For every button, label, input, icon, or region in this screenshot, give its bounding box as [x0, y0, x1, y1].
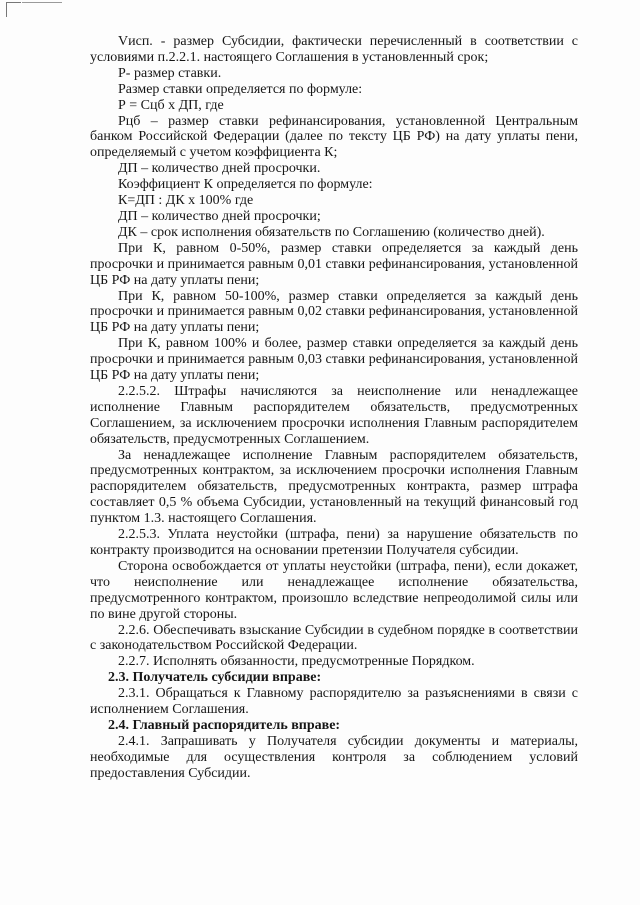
heading-2-4: 2.4. Главный распорядитель вправе:	[108, 717, 341, 733]
paragraph-rate-formula: Р = Сцб х ДП, где	[118, 97, 224, 113]
paragraph-force-majeure: Сторона освобождается от уплаты неустойки (штрафа, пени), если докажет, что неисполнение или ненадлежащее исполнение обязательства, предусмотренного контрактом, произошло вследствие непреодолимой силы или по вине другой стороны.	[90, 558, 578, 622]
paragraph-dp-definition: ДП – количество дней просрочки;	[118, 208, 321, 224]
paragraph-k-0-50: При К, равном 0-50%, размер ставки определяется за каждый день просрочки и принимается равным 0,01 ставки рефинансирования, установленной ЦБ РФ на дату уплаты пени;	[90, 240, 578, 288]
paragraph-k-50-100: При К, равном 50-100%, размер ставки определяется за каждый день просрочки и принимается равным 0,02 ставки рефинансирования, установленной ЦБ РФ на дату уплаты пени;	[90, 288, 578, 336]
paragraph-visp-definition: Vисп. - размер Субсидии, фактически перечисленный в соответствии с условиями п.2.2.1. настоящего Соглашения в установленный срок;	[90, 34, 578, 65]
paragraph-days-overdue: ДП – количество дней просрочки.	[118, 161, 321, 177]
paragraph-2-2-6: 2.2.6. Обеспечивать взыскание Субсидии в судебном порядке в соответствии с законодательством Российской Федерации.	[90, 622, 578, 654]
heading-2-3: 2.3. Получатель субсидии вправе:	[108, 670, 322, 686]
paragraph-k-100-plus: При К, равном 100% и более, размер ставки определяется за каждый день просрочки и принимается равным 0,03 ставки рефинансирования, установленной ЦБ РФ на дату уплаты пени;	[90, 336, 578, 384]
paragraph-coefficient-intro: Коэффициент К определяется по формуле:	[118, 177, 373, 193]
paragraph-coefficient-formula: К=ДП : ДК х 100% где	[118, 193, 254, 209]
paragraph-2-2-7: 2.2.7. Исполнять обязанности, предусмотренные Порядком.	[118, 654, 475, 670]
paragraph-fine-amount: За ненадлежащее исполнение Главным распорядителем обязательств, предусмотренных контрактом, за исключением просрочки исполнения Главным распорядителем обязательств, предусмотренных контракта, размер штрафа составляет 0,5 % объема Субсидии, установленный на текущий финансовый год пунктом 1.3. настоящего Соглашения.	[90, 447, 578, 527]
paragraph-refinancing-rate: Рцб – размер ставки рефинансирования, установленной Центральным банком Российской Федерации (далее по тексту ЦБ РФ) на дату уплаты пени, определяемый с учетом коэффициента К;	[90, 113, 578, 161]
paragraph-dk-definition: ДК – срок исполнения обязательств по Соглашению (количество дней).	[118, 224, 545, 240]
scan-corner-mark	[6, 2, 21, 17]
paragraph-2-2-5-2: 2.2.5.2. Штрафы начисляются за неисполнение или ненадлежащее исполнение Главным распорядителем обязательств, предусмотренных Соглашением, за исключением просрочки исполнения Главным распорядителем обязательств, предусмотренных Соглашением.	[90, 383, 578, 447]
paragraph-2-3-1: 2.3.1. Обращаться к Главному распорядителю за разъяснениями в связи с исполнением Соглашения.	[90, 686, 578, 718]
paragraph-rate-formula-intro: Размер ставки определяется по формуле:	[118, 81, 363, 97]
document-body	[90, 34, 578, 782]
scan-top-edge-line	[22, 2, 62, 3]
paragraph-2-4-1: 2.4.1. Запрашивать у Получателя субсидии документы и материалы, необходимые для осуществления контроля за соблюдением условий предоставления Субсидии.	[90, 733, 578, 781]
paragraph-rate-symbol: Р- размер ставки.	[118, 65, 222, 81]
paragraph-2-2-5-3: 2.2.5.3. Уплата неустойки (штрафа, пени) за нарушение обязательств по контракту производится на основании претензии Получателя субсидии.	[90, 527, 578, 558]
